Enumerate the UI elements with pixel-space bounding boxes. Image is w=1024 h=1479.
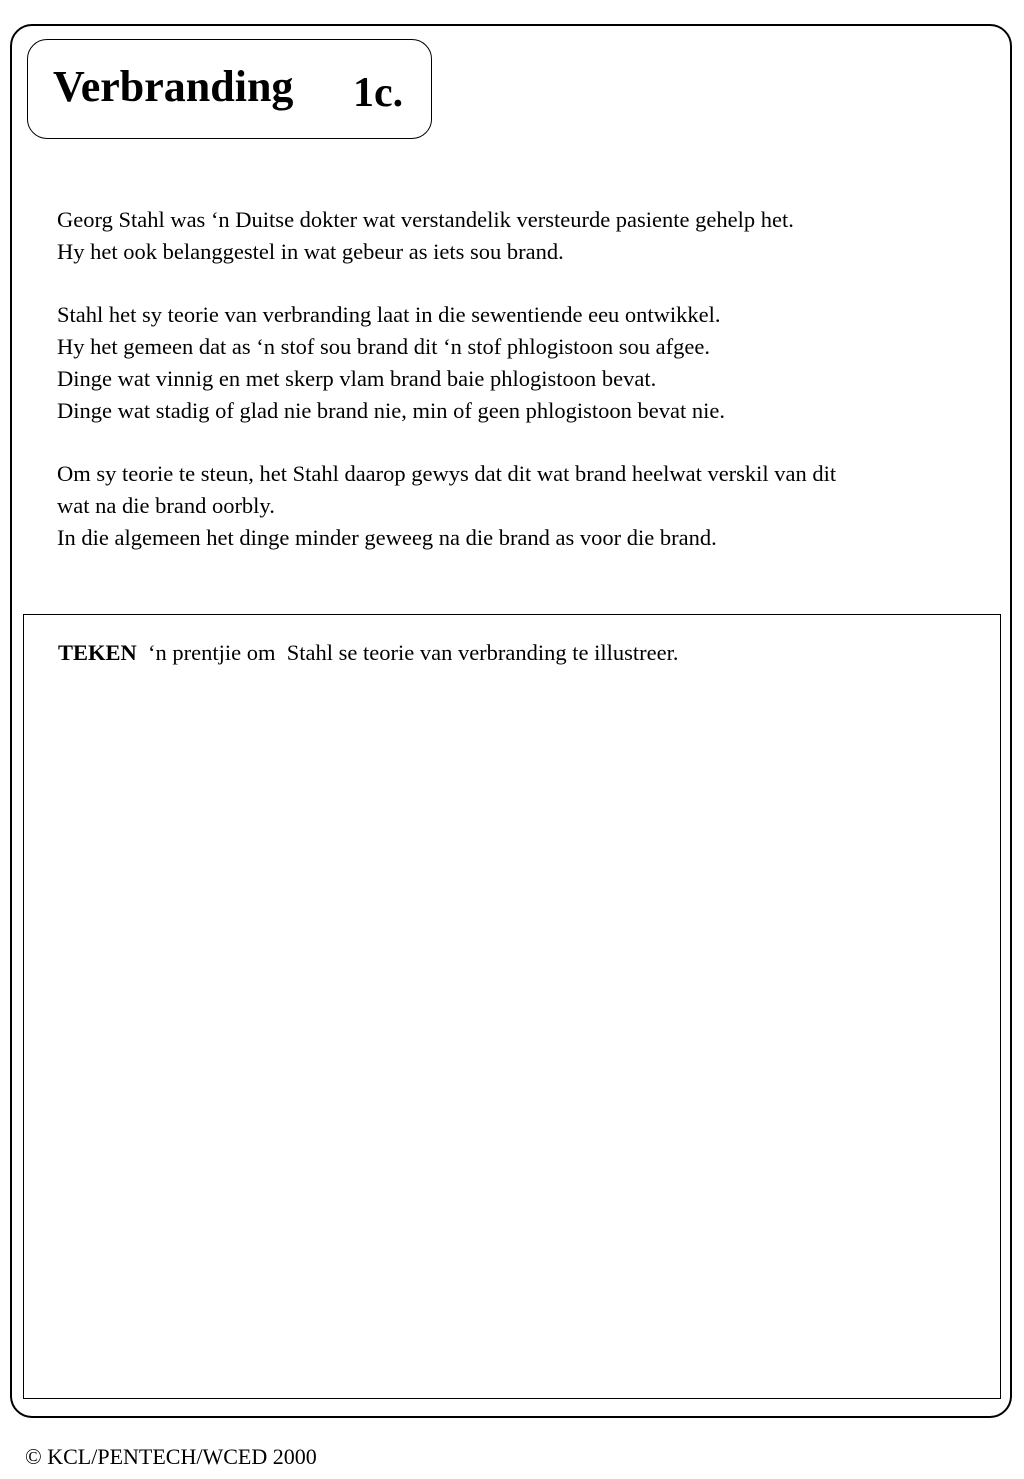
drawing-instruction [58,638,679,668]
worksheet-number: 1c. [353,70,404,116]
text-line: Dinge wat vinnig en met skerp vlam brand baie phlogistoon bevat. [57,365,657,391]
text-line: wat na die brand oorbly. [57,493,275,519]
reading-text [57,204,997,586]
text-line: In die algemeen het dinge minder geweeg na die brand as voor die brand. [57,524,717,550]
instruction-text: ‘n prentjie om Stahl se teorie van verbranding te illustreer. [136,640,679,665]
title-box [27,39,432,139]
page-title: Verbranding [53,62,294,111]
text-line: Dinge wat stadig of glad nie brand nie, min of geen phlogistoon bevat nie. [57,397,725,423]
copyright-footer: © KCL/PENTECH/WCED 2000 [25,1444,317,1469]
instruction-keyword: TEKEN [58,640,137,665]
drawing-area[interactable] [23,614,1001,1399]
paragraph-intro [57,204,997,268]
text-line: Hy het gemeen dat as ‘n stof sou brand dit ‘n stof phlogistoon sou afgee. [57,334,710,360]
text-line: Stahl het sy teorie van verbranding laat in die sewentiende eeu ontwikkel. [57,302,721,328]
paragraph-theory [57,299,997,426]
text-line: Hy het ook belanggestel in wat gebeur as iets sou brand. [57,238,564,264]
text-line: Om sy teorie te steun, het Stahl daarop gewys dat dit wat brand heelwat verskil van dit [57,461,837,487]
text-line: Georg Stahl was ‘n Duitse dokter wat verstandelik versteurde pasiente gehelp het. [57,207,794,232]
paragraph-evidence [57,458,997,553]
